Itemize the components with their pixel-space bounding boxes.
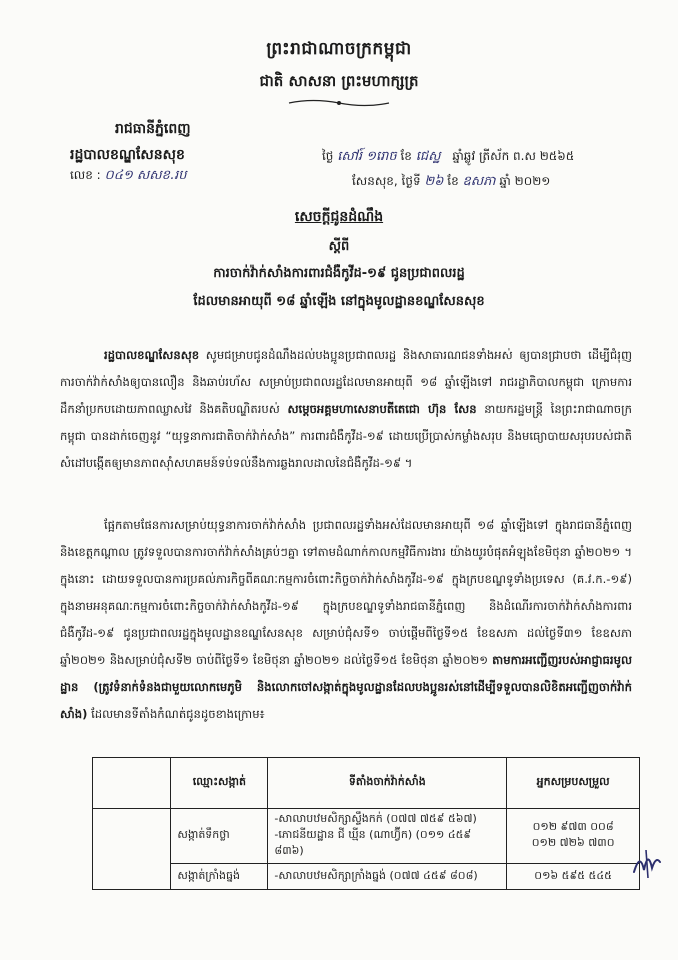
table-header-coordinator: អ្នកសម្របសម្រួល [507,758,640,809]
body-paragraph-1 [60,342,632,477]
reference-label: លេខ : [70,168,101,182]
table-cell-coordinators [507,809,640,864]
solar-year: ឆ្នាំ ២០២១ [499,174,551,188]
notice-about: ស្តីពី [328,239,350,254]
paragraph-2-bold: តាមការអញ្ជើញរបស់អាជ្ញាធរមូលដ្ឋាន (ត្រូវទំនាក់ទំនងជាមួយលោកមេភូមិ និងលោកចៅសង្កាត់ក្នុងមូលដ្ឋានដែលបងប្អូនរស់នៅដើម្បីទទួលបានលិខិតអញ្ជើញចាក់វ៉ាក់សាំង) [60,653,632,721]
solar-date [352,173,550,192]
vaccination-sites-table [92,757,640,890]
table-cell-blank [93,809,171,890]
initial-signature-mark [626,842,666,882]
table-cell-coordinators [507,864,640,890]
lunar-month: ជេស្ឋ [415,149,441,164]
lunar-month-prefix: ខែ [400,149,412,163]
paragraph-1-lead: រដ្ឋបាលខណ្ឌសែនសុខ [104,348,200,362]
notice-subject-line2: ដែលមានអាយុពី ១៨ ឆ្នាំឡើង នៅក្នុងមូលដ្ឋានខណ្ឌសែនសុខ [193,294,485,309]
paragraph-1-text: សូមជម្រាបជូនដំណឹងដល់បងប្អូនប្រជាពលរដ្ឋ និងសាធារណជនទាំងអស់ ឲ្យបានជ្រាបថា ដើម្បីជំរុញការចាក់វ៉ាក់សាំងឲ្យបានលឿន និងឆាប់រហ័ស សម្រាប់ប្រជាពលរដ្ឋដែលមានអាយុពី ១៨ ឆ្នាំឡើងទៅ រាជរដ្ឋាភិបាលកម្ពុជា ក្រោមការដឹកនាំប្រកបដោយភាពឈ្លាសវៃ និងគតិបណ្ឌិតរបស់ [60,348,632,416]
solar-day: ២៦ [424,174,444,189]
table-row [93,864,640,890]
paragraph-1-tail: នាយករដ្ឋមន្ត្រី នៃព្រះរាជាណាចក្រកម្ពុជា បានដាក់ចេញនូវ “យុទ្ធនាការជាតិចាក់វ៉ាក់សាំង” ការពារជំងឺកូវីដ-១៩ ដោយប្រើប្រាស់កម្លាំងសរុប និងមធ្យោបាយសរុបរបស់ជាតិ សំដៅបង្កើតឲ្យមានភាពស៊ាំសហគមន៍ទប់ទល់នឹងការឆ្លងរាលដាលនៃជំងឺកូវីដ-១៩ ។ [60,402,632,470]
site-entry: -សាលាបឋមសិក្សាក្រាំងធ្នង់ (០៧៧ ៤៥៩ ៨០៨) [274,868,478,882]
coordinator-phone: ០១២ ៧២៦ ៧៣០ [531,836,615,849]
table-header-commune: ឈ្មោះសង្កាត់ [171,758,268,809]
capital-name: រាជធានីភ្នំពេញ [115,121,191,137]
table-cell-commune: សង្កាត់ក្រាំងធ្នង់ [171,864,268,890]
prime-minister-name: សម្តេចអគ្គមហាសេនាបតីតេជោ ហ៊ុន សែន [287,402,477,416]
district-name: រដ្ឋបាលខណ្ឌសែនសុខ [70,147,185,163]
motto-flourish [287,98,391,108]
table-row [93,809,640,864]
table-header-site: ទីតាំងចាក់វ៉ាក់សាំង [268,758,507,809]
national-motto: ជាតិ សាសនា ព្រះមហាក្សត្រ [259,72,419,90]
table-header-blank [93,758,171,809]
site-entry: -ភោជនីយដ្ឋាន ជី ឃ្មីន (ណាហ្វ៊ីក) (០១១ ៤៥៩ ៨៣៦) [274,828,472,857]
table-cell-sites [268,809,507,864]
table-cell-commune: សង្កាត់ទឹកថ្លា [171,809,268,864]
solar-month-prefix: ខែ [447,174,459,188]
kingdom-title: ព្រះរាជាណាចក្រកម្ពុជា [266,39,412,59]
site-entry: -សាលាបឋមសិក្សាស្ទឹងកក់ (០៧៧ ៧៥៩ ៥៦៧) [274,812,477,825]
table-header-row [93,758,640,809]
lunar-day: សៅរ៍ ១រោច [337,149,397,164]
reference-line [70,167,186,186]
lunar-year: ឆ្នាំឆ្លូវ ត្រីស័ក ព.ស ២៥៦៥ [452,149,575,163]
notice-title: សេចក្តីជូនដំណឹង [294,209,384,225]
notice-subject-line1: ការចាក់វ៉ាក់សាំងការពារជំងឺកូវីដ-១៩ ជូនប្រជាពលរដ្ឋ [213,266,465,281]
reference-number: ០៤១ សសខ.រប [104,168,187,183]
solar-date-prefix: សែនសុខ, ថ្ងៃទី [352,174,421,188]
body-paragraph-2 [60,512,632,728]
solar-month: ឧសភា [462,174,496,189]
lunar-date-prefix: ថ្ងៃ [322,149,334,163]
lunar-date [322,148,574,167]
coordinator-phone: ០១២ ៩៧៣ ០០៨ [532,820,614,833]
paragraph-2-tail: ដែលមានទីតាំងកំណត់ជូនដូចខាងក្រោម៖ [87,707,265,721]
coordinator-phone: ០១៦ ៥៩៥ ៥៤៥ [534,868,612,882]
paragraph-2-text: ផ្អែកតាមផែនការសម្រាប់យុទ្ធនាការចាក់វ៉ាក់សាំង ប្រជាពលរដ្ឋទាំងអស់ដែលមានអាយុពី ១៨ ឆ្នាំឡើងទៅ ក្នុងរាជធានីភ្នំពេញ និងខេត្តកណ្តាល ត្រូវទទួលបានការចាក់វ៉ាក់សាំងគ្រប់ៗគ្នា ទៅតាមដំណាក់កាលកម្មវិធីការងារ យ៉ាងយូរបំផុតអំឡុងខែមិថុនា ឆ្នាំ២០២១ ។ ក្នុងនោះ ដោយទទួលបានការប្រគល់ភារកិច្ចពីគណៈកម្មការចំពោះកិច្ចចាក់វ៉ាក់សាំងកូវីដ-១៩ ក្នុងក្របខណ្ឌទូទាំងប្រទេស (គ.វ.ក.-១៩) ក្នុងនាមអនុគណៈកម្មការចំពោះកិច្ចចាក់វ៉ាក់សាំងកូវីដ-១៩ ក្នុងក្របខណ្ឌទូទាំងរាជធានីភ្នំពេញ និងដំណើរការចាក់វ៉ាក់សាំងការពារជំងឺកូវីដ-១៩ ជូនប្រជាពលរដ្ឋក្នុងមូលដ្ឋានខណ្ឌសែនសុខ សម្រាប់ជុំសទី១ ចាប់ផ្តើមពីថ្ងៃទី១៥ ខែឧសភា ដល់ថ្ងៃទី៣១ ខែឧសភា ឆ្នាំ២០២១ និងសម្រាប់ជុំសទី២ ចាប់ពីថ្ងៃទី១ ខែមិថុនា ឆ្នាំ២០២១ ដល់ថ្ងៃទី១៥ ខែមិថុនា ឆ្នាំ២០២១ [60,518,632,667]
table-cell-sites [268,864,507,890]
